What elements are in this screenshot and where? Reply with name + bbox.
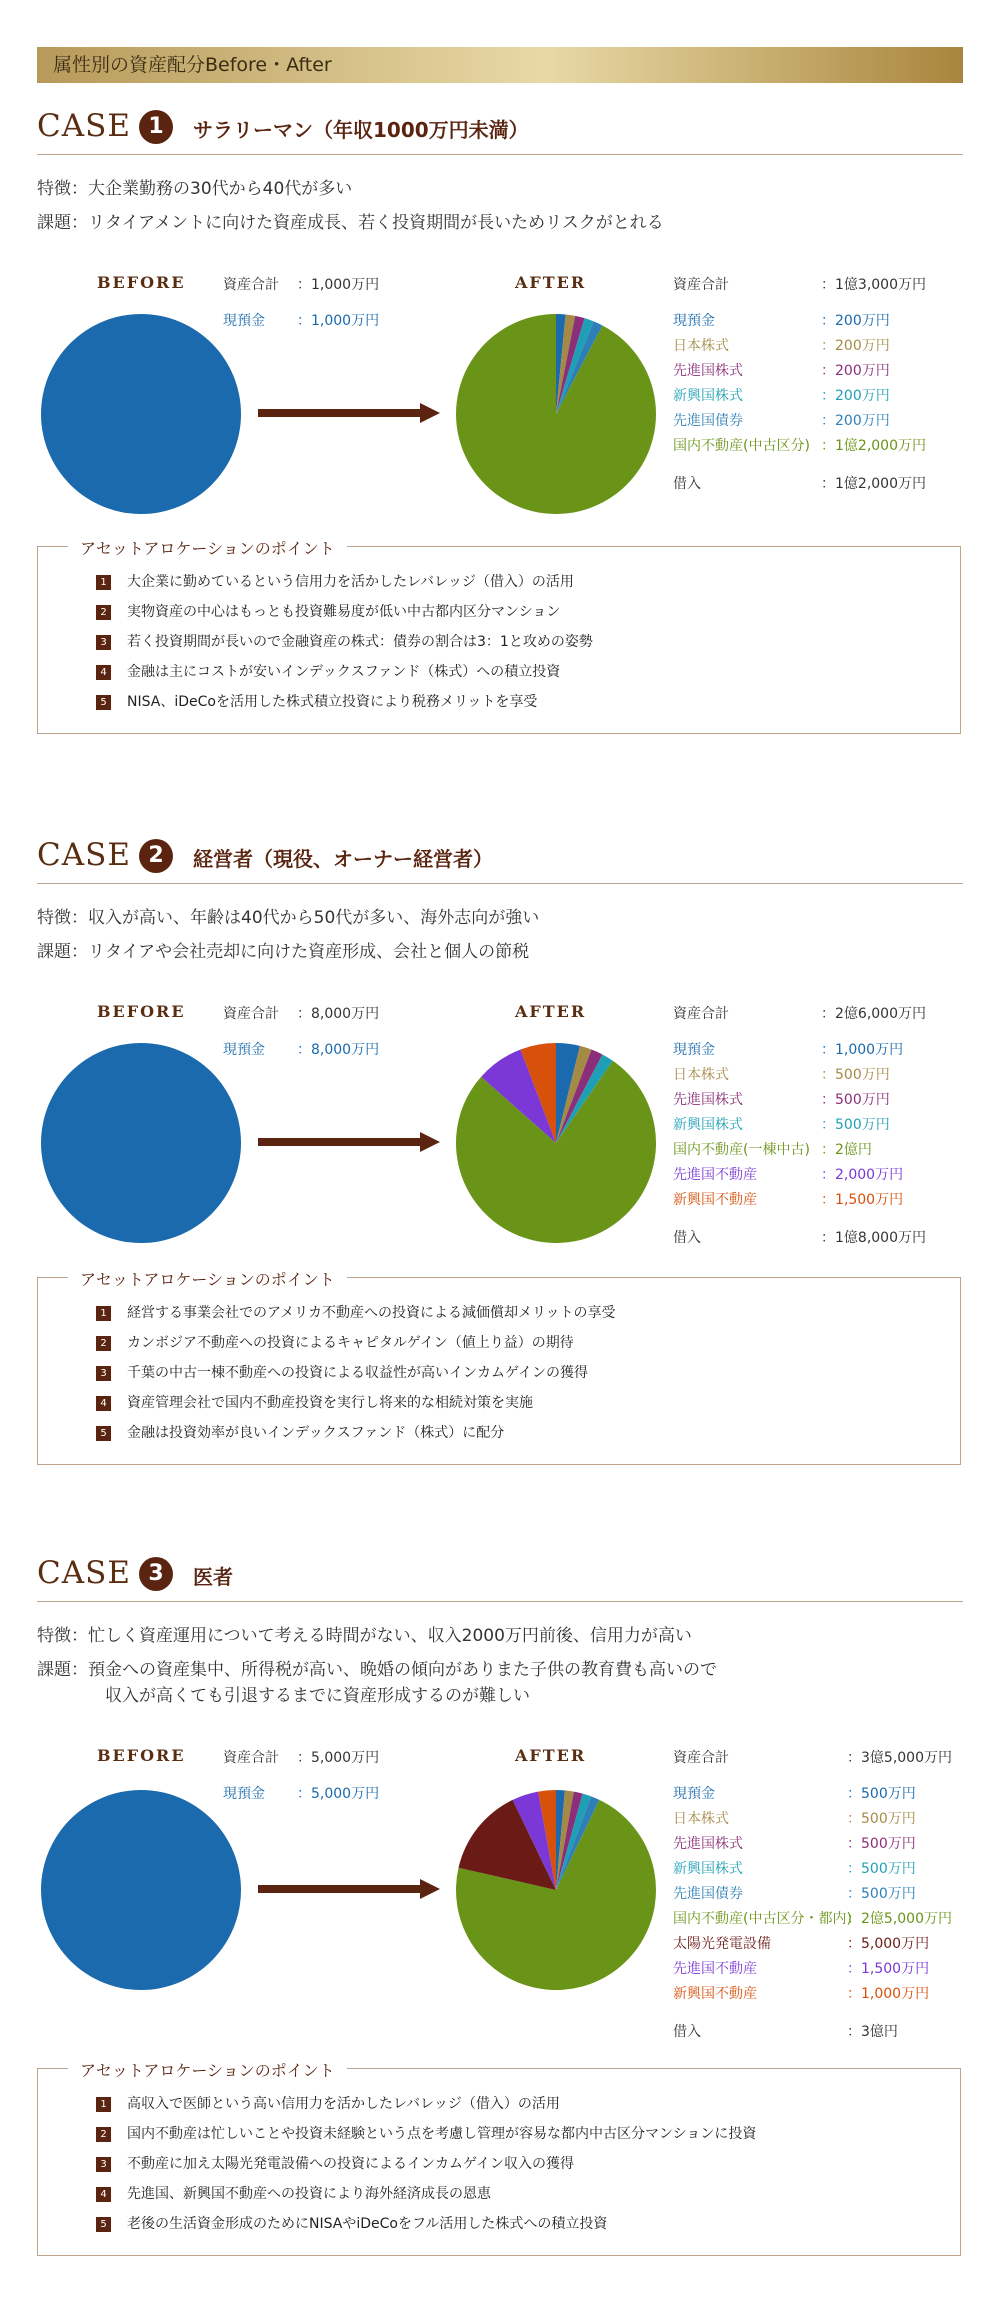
- point-item: [96, 2095, 560, 2113]
- legend-label: 新興国株式: [673, 1861, 743, 1877]
- legend-value: ：200万円: [821, 338, 890, 354]
- before-item-label: 現預金: [223, 313, 265, 329]
- after-total-label: 資産合計: [673, 1006, 729, 1022]
- legend-label: 現預金: [673, 313, 715, 329]
- point-text: 金融は投資効率が良いインデックスファンド（株式）に配分: [127, 1425, 505, 1441]
- before-total-label: 資産合計: [223, 277, 279, 293]
- point-item: [96, 1364, 588, 1382]
- point-number: 1: [96, 2097, 111, 2112]
- legend-label: 先進国債券: [673, 1886, 743, 1902]
- borrow-label: 借入: [673, 1230, 701, 1246]
- case-header: [37, 106, 963, 150]
- points-title: アセットアロケーションのポイント: [68, 2058, 347, 2081]
- before-label: BEFORE: [97, 1746, 186, 1765]
- point-text: カンボジア不動産への投資によるキャピタルゲイン（値上り益）の期待: [127, 1335, 574, 1351]
- legend-label: 現預金: [673, 1786, 715, 1802]
- before-item-value: ：8,000万円: [297, 1042, 380, 1058]
- legend-label: 日本株式: [673, 1811, 729, 1827]
- legend-label: 新興国不動産: [673, 1986, 757, 2002]
- point-text: 先進国、新興国不動産への投資により海外経済成長の恩恵: [127, 2186, 491, 2202]
- borrow-label: 借入: [673, 476, 701, 492]
- case-trait: 特徴：収入が高い、年齢は40代から50代が多い、海外志向が強い: [37, 908, 540, 928]
- legend-value: ：500万円: [847, 1786, 916, 1802]
- point-number: 5: [96, 695, 111, 710]
- point-item: [96, 1334, 574, 1352]
- legend-value: ：200万円: [821, 413, 890, 429]
- allocation-points: [37, 2061, 961, 2256]
- point-item: [96, 2215, 607, 2233]
- points-title: アセットアロケーションのポイント: [68, 1267, 347, 1290]
- legend-label: 先進国株式: [673, 1836, 743, 1852]
- before-pie-chart: [41, 314, 241, 514]
- point-text: 高収入で医師という高い信用力を活かしたレバレッジ（借入）の活用: [127, 2096, 560, 2112]
- point-number: 5: [96, 2217, 111, 2232]
- point-item: [96, 2125, 756, 2143]
- legend-value: ：500万円: [847, 1861, 916, 1877]
- before-total-value: ：1,000万円: [297, 277, 380, 293]
- after-pie-chart: [456, 1043, 656, 1243]
- point-number: 4: [96, 2187, 111, 2202]
- legend-label: 新興国株式: [673, 1117, 743, 1133]
- legend-label: 新興国株式: [673, 388, 743, 404]
- point-text: 若く投資期間が長いので金融資産の株式：債券の割合は3：1と攻めの姿勢: [127, 634, 593, 650]
- point-item: [96, 1394, 533, 1412]
- after-total-label: 資産合計: [673, 277, 729, 293]
- before-label: BEFORE: [97, 273, 186, 292]
- case-word: CASE: [37, 1555, 131, 1591]
- point-item: [96, 663, 560, 681]
- case-trait: 特徴：大企業勤務の30代から40代が多い: [37, 179, 353, 199]
- after-label: AFTER: [515, 1746, 587, 1765]
- borrow-value: ：1億8,000万円: [821, 1230, 926, 1246]
- legend-value: ：1,000万円: [847, 1986, 930, 2002]
- legend-label: 新興国不動産: [673, 1192, 757, 1208]
- page-banner: 属性別の資産配分Before・After: [37, 47, 963, 83]
- point-number: 4: [96, 665, 111, 680]
- before-total-value: ：8,000万円: [297, 1006, 380, 1022]
- case-number-badge: 2: [139, 839, 173, 873]
- pie-slice: [41, 1790, 241, 1990]
- before-pie-chart: [41, 1790, 241, 1990]
- point-item: [96, 2185, 491, 2203]
- point-item: [96, 603, 560, 621]
- point-number: 4: [96, 1396, 111, 1411]
- before-total-label: 資産合計: [223, 1006, 279, 1022]
- legend-label: 国内不動産(一棟中古): [673, 1142, 810, 1158]
- divider: [37, 1601, 963, 1602]
- after-label: AFTER: [515, 273, 587, 292]
- legend-label: 先進国株式: [673, 1092, 743, 1108]
- legend-label: 日本株式: [673, 1067, 729, 1083]
- point-text: 不動産に加え太陽光発電設備への投資によるインカムゲイン収入の獲得: [127, 2156, 575, 2172]
- point-number: 1: [96, 1306, 111, 1321]
- after-total-value: ：3億5,000万円: [847, 1750, 952, 1766]
- case-header: [37, 835, 963, 879]
- after-pie-chart: [456, 1790, 656, 1990]
- arrow-icon: [258, 1877, 440, 1901]
- pie-slice: [41, 314, 241, 514]
- after-pie-chart: [456, 314, 656, 514]
- point-number: 2: [96, 2127, 111, 2142]
- legend-value: ：1億2,000万円: [821, 438, 926, 454]
- legend-label: 国内不動産(中古区分・都内): [673, 1911, 852, 1927]
- legend-value: ：200万円: [821, 388, 890, 404]
- case-number-badge: 1: [139, 110, 173, 144]
- before-item-label: 現預金: [223, 1042, 265, 1058]
- arrow-icon: [258, 1130, 440, 1154]
- before-total-label: 資産合計: [223, 1750, 279, 1766]
- legend-value: ：1,500万円: [821, 1192, 904, 1208]
- case-1: [0, 106, 1000, 746]
- before-item-value: ：1,000万円: [297, 313, 380, 329]
- point-item: [96, 573, 574, 591]
- legend-value: ：1,500万円: [847, 1961, 930, 1977]
- legend-value: ：2,000万円: [821, 1167, 904, 1183]
- before-item-label: 現預金: [223, 1786, 265, 1802]
- legend-value: ：200万円: [821, 313, 890, 329]
- legend-value: ：500万円: [847, 1811, 916, 1827]
- point-text: 実物資産の中心はもっとも投資難易度が低い中古都内区分マンション: [127, 604, 561, 620]
- borrow-value: ：3億円: [847, 2024, 898, 2040]
- case-3: [0, 1553, 1000, 2293]
- case-word: CASE: [37, 837, 131, 873]
- after-total-value: ：1億3,000万円: [821, 277, 926, 293]
- point-text: 経営する事業会社でのアメリカ不動産への投資による減価償却メリットの享受: [127, 1305, 616, 1321]
- legend-label: 現預金: [673, 1042, 715, 1058]
- arrow-icon: [258, 401, 440, 425]
- points-title: アセットアロケーションのポイント: [68, 536, 347, 559]
- point-text: 老後の生活資金形成のためにNISAやiDeCoをフル活用した株式への積立投資: [127, 2216, 608, 2232]
- case-2: [0, 835, 1000, 1475]
- borrow-value: ：1億2,000万円: [821, 476, 926, 492]
- before-total-value: ：5,000万円: [297, 1750, 380, 1766]
- legend-label: 先進国不動産: [673, 1961, 757, 1977]
- point-text: 大企業に勤めているという信用力を活かしたレバレッジ（借入）の活用: [127, 574, 574, 590]
- pie-slice: [456, 314, 656, 514]
- case-title: 経営者（現役、オーナー経営者）: [193, 847, 493, 871]
- point-text: 資産管理会社で国内不動産投資を実行し将来的な相続対策を実施: [127, 1395, 533, 1411]
- divider: [37, 154, 963, 155]
- legend-label: 太陽光発電設備: [673, 1936, 771, 1952]
- legend-value: ：2億円: [821, 1142, 872, 1158]
- case-title: 医者: [193, 1565, 233, 1589]
- legend-value: ：2億5,000万円: [847, 1911, 952, 1927]
- point-item: [96, 1304, 615, 1322]
- point-item: [96, 633, 593, 651]
- point-number: 2: [96, 605, 111, 620]
- point-number: 3: [96, 635, 111, 650]
- case-issue: 課題：預金への資産集中、所得税が高い、晩婚の傾向がありまた子供の教育費も高いので: [37, 1660, 717, 1680]
- legend-value: ：500万円: [847, 1886, 916, 1902]
- point-number: 5: [96, 1426, 111, 1441]
- pie-slice: [41, 1043, 241, 1243]
- legend-value: ：200万円: [821, 363, 890, 379]
- case-word: CASE: [37, 108, 131, 144]
- point-text: 金融は主にコストが安いインデックスファンド（株式）への積立投資: [127, 664, 561, 680]
- legend-label: 先進国債券: [673, 413, 743, 429]
- point-number: 3: [96, 2157, 111, 2172]
- legend-value: ：5,000万円: [847, 1936, 930, 1952]
- allocation-points: [37, 539, 961, 734]
- before-item-value: ：5,000万円: [297, 1786, 380, 1802]
- case-title: サラリーマン（年収1000万円未満）: [193, 118, 529, 142]
- after-total-label: 資産合計: [673, 1750, 729, 1766]
- point-item: [96, 1424, 504, 1442]
- legend-value: ：500万円: [821, 1117, 890, 1133]
- legend-label: 国内不動産(中古区分): [673, 438, 810, 454]
- divider: [37, 883, 963, 884]
- point-number: 1: [96, 575, 111, 590]
- legend-value: ：500万円: [821, 1067, 890, 1083]
- before-label: BEFORE: [97, 1002, 186, 1021]
- before-pie-chart: [41, 1043, 241, 1243]
- legend-value: ：500万円: [847, 1836, 916, 1852]
- legend-label: 先進国不動産: [673, 1167, 757, 1183]
- legend-value: ：1,000万円: [821, 1042, 904, 1058]
- legend-label: 日本株式: [673, 338, 729, 354]
- allocation-points: [37, 1270, 961, 1465]
- after-label: AFTER: [515, 1002, 587, 1021]
- point-item: [96, 2155, 574, 2173]
- point-text: NISA、iDeCoを活用した株式積立投資により税務メリットを享受: [127, 694, 538, 710]
- after-total-value: ：2億6,000万円: [821, 1006, 926, 1022]
- legend-label: 先進国株式: [673, 363, 743, 379]
- point-text: 国内不動産は忙しいことや投資未経験という点を考慮し管理が容易な都内中古区分マンションに投資: [127, 2126, 757, 2142]
- legend-value: ：500万円: [821, 1092, 890, 1108]
- case-number-badge: 3: [139, 1557, 173, 1591]
- point-number: 3: [96, 1366, 111, 1381]
- borrow-label: 借入: [673, 2024, 701, 2040]
- point-text: 千葉の中古一棟不動産への投資による収益性が高いインカムゲインの獲得: [127, 1365, 589, 1381]
- point-number: 2: [96, 1336, 111, 1351]
- case-header: [37, 1553, 963, 1597]
- point-item: [96, 693, 537, 711]
- case-issue: 課題：リタイアメントに向けた資産成長、若く投資期間が長いためリスクがとれる: [37, 213, 664, 233]
- case-issue-continued: 収入が高くても引退するまでに資産形成するのが難しい: [105, 1686, 530, 1706]
- case-trait: 特徴：忙しく資産運用について考える時間がない、収入2000万円前後、信用力が高い: [37, 1626, 692, 1646]
- case-issue: 課題：リタイアや会社売却に向けた資産形成、会社と個人の節税: [37, 942, 530, 962]
